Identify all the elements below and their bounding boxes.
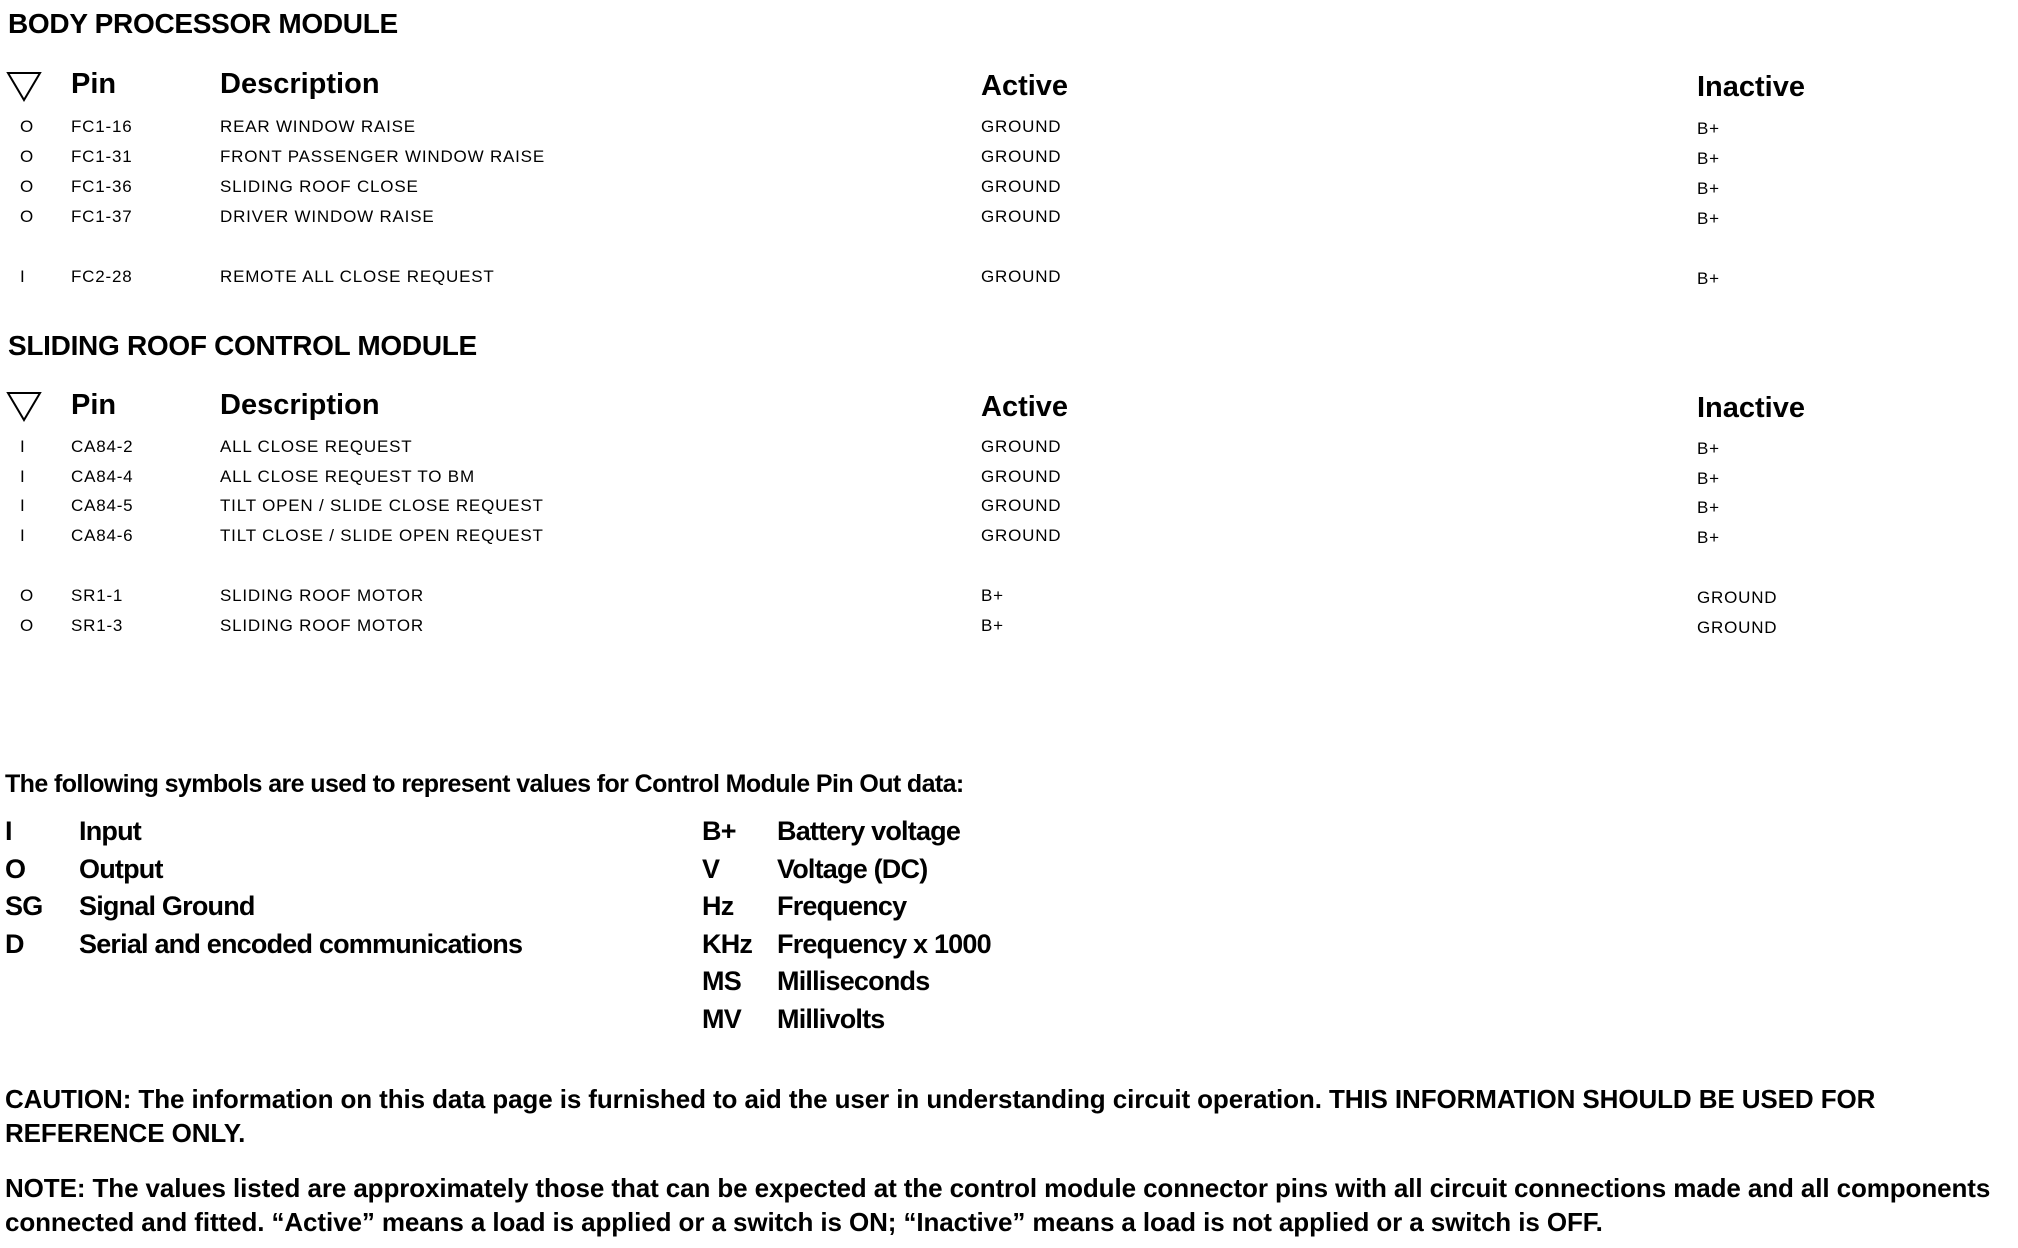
pin-cell: CA84-2 xyxy=(71,437,134,456)
active-cell: GROUND xyxy=(981,496,1062,515)
io-cell: I xyxy=(20,467,26,486)
column-header-inactive: Inactive xyxy=(1697,392,1805,424)
active-cell: GROUND xyxy=(981,267,1062,286)
column-header-inactive: Inactive xyxy=(1697,71,1805,103)
pin-cell: FC1-31 xyxy=(71,147,133,166)
legend-meaning: Serial and encoded communications xyxy=(79,928,523,959)
description-cell: SLIDING ROOF CLOSE xyxy=(220,177,419,196)
active-cell: GROUND xyxy=(981,467,1062,486)
pin-cell: CA84-5 xyxy=(71,496,134,515)
legend-meaning: Output xyxy=(79,853,163,884)
inactive-cell: B+ xyxy=(1697,439,1720,458)
inactive-cell: B+ xyxy=(1697,269,1720,288)
legend-symbol: B+ xyxy=(702,816,736,846)
description-cell: SLIDING ROOF MOTOR xyxy=(220,616,424,635)
inactive-cell: B+ xyxy=(1697,498,1720,517)
legend-meaning: Frequency xyxy=(777,891,907,921)
inactive-cell: GROUND xyxy=(1697,618,1778,637)
pin-cell: FC2-28 xyxy=(71,267,133,286)
legend-symbol: Hz xyxy=(702,891,734,921)
legend-meaning: Milliseconds xyxy=(777,966,930,996)
io-cell: O xyxy=(20,586,35,605)
triangle-down-icon xyxy=(6,70,42,102)
legend-meaning: Millivolts xyxy=(777,1003,885,1034)
column-header-description: Description xyxy=(220,68,380,100)
io-cell: I xyxy=(20,437,26,456)
io-cell: I xyxy=(20,526,26,545)
legend-symbol: I xyxy=(5,816,12,846)
pin-cell: FC1-16 xyxy=(71,117,133,136)
io-cell: O xyxy=(20,616,35,635)
legend-symbol: KHz xyxy=(702,928,753,959)
description-cell: FRONT PASSENGER WINDOW RAISE xyxy=(220,147,545,166)
section-title-sliding-roof-control-module: SLIDING ROOF CONTROL MODULE xyxy=(8,330,477,361)
active-cell: GROUND xyxy=(981,147,1062,166)
legend-symbol: O xyxy=(5,853,26,884)
pin-cell: FC1-37 xyxy=(71,207,133,226)
io-cell: O xyxy=(20,207,35,226)
inactive-cell: B+ xyxy=(1697,209,1720,228)
active-cell: GROUND xyxy=(981,526,1062,545)
note-text: NOTE: The values listed are approximately those that can be expected at the control module connector pins with all circuit connections made and all components connected and fitted. “Active” means a load is applied or a switch is ON; “Inactive” means a load is not applied or a switch is OFF. xyxy=(5,1173,1991,1237)
active-cell: GROUND xyxy=(981,207,1062,226)
legend-title: The following symbols are used to represent values for Control Module Pin Out data: xyxy=(5,770,964,798)
inactive-cell: B+ xyxy=(1697,179,1720,198)
inactive-cell: B+ xyxy=(1697,149,1720,168)
io-cell: O xyxy=(20,147,35,166)
active-cell: B+ xyxy=(981,586,1004,605)
caution-text: CAUTION: The information on this data page is furnished to aid the user in understanding circuit operation. THIS INFORMATION SHOULD BE USED FOR REFERENCE ONLY. xyxy=(5,1084,1876,1148)
section-title-body-processor-module: BODY PROCESSOR MODULE xyxy=(8,8,398,39)
active-cell: GROUND xyxy=(981,117,1062,136)
triangle-down-icon xyxy=(6,390,42,422)
legend-symbol: MS xyxy=(702,966,741,996)
io-cell: I xyxy=(20,496,26,515)
description-cell: REAR WINDOW RAISE xyxy=(220,117,416,136)
legend-symbol: MV xyxy=(702,1003,741,1034)
io-cell: O xyxy=(20,117,35,136)
description-cell: SLIDING ROOF MOTOR xyxy=(220,586,424,605)
legend-symbol: SG xyxy=(5,891,43,921)
legend-meaning: Frequency x 1000 xyxy=(777,928,991,959)
pin-cell: CA84-6 xyxy=(71,526,134,545)
inactive-cell: B+ xyxy=(1697,119,1720,138)
active-cell: GROUND xyxy=(981,177,1062,196)
column-header-active: Active xyxy=(981,391,1069,423)
description-cell: REMOTE ALL CLOSE REQUEST xyxy=(220,267,495,286)
pin-cell: SR1-1 xyxy=(71,586,124,605)
inactive-cell: B+ xyxy=(1697,528,1720,547)
legend-symbol: D xyxy=(5,928,24,959)
active-cell: B+ xyxy=(981,616,1004,635)
inactive-cell: B+ xyxy=(1697,469,1720,488)
column-header-pin: Pin xyxy=(71,389,117,421)
legend-meaning: Voltage (DC) xyxy=(777,853,928,884)
legend-meaning: Signal Ground xyxy=(79,891,255,921)
io-cell: O xyxy=(20,177,35,196)
legend-meaning: Battery voltage xyxy=(777,816,961,846)
io-cell: I xyxy=(20,267,26,286)
column-header-description: Description xyxy=(220,389,380,421)
legend-meaning: Input xyxy=(79,816,141,846)
description-cell: ALL CLOSE REQUEST TO BM xyxy=(220,467,475,486)
inactive-cell: GROUND xyxy=(1697,588,1778,607)
description-cell: DRIVER WINDOW RAISE xyxy=(220,207,435,226)
pin-cell: SR1-3 xyxy=(71,616,124,635)
pin-cell: CA84-4 xyxy=(71,467,134,486)
active-cell: GROUND xyxy=(981,437,1062,456)
column-header-pin: Pin xyxy=(71,68,117,100)
pin-cell: FC1-36 xyxy=(71,177,133,196)
legend-symbol: V xyxy=(702,853,720,884)
column-header-active: Active xyxy=(981,70,1069,102)
description-cell: TILT CLOSE / SLIDE OPEN REQUEST xyxy=(220,526,544,545)
description-cell: ALL CLOSE REQUEST xyxy=(220,437,413,456)
description-cell: TILT OPEN / SLIDE CLOSE REQUEST xyxy=(220,496,544,515)
